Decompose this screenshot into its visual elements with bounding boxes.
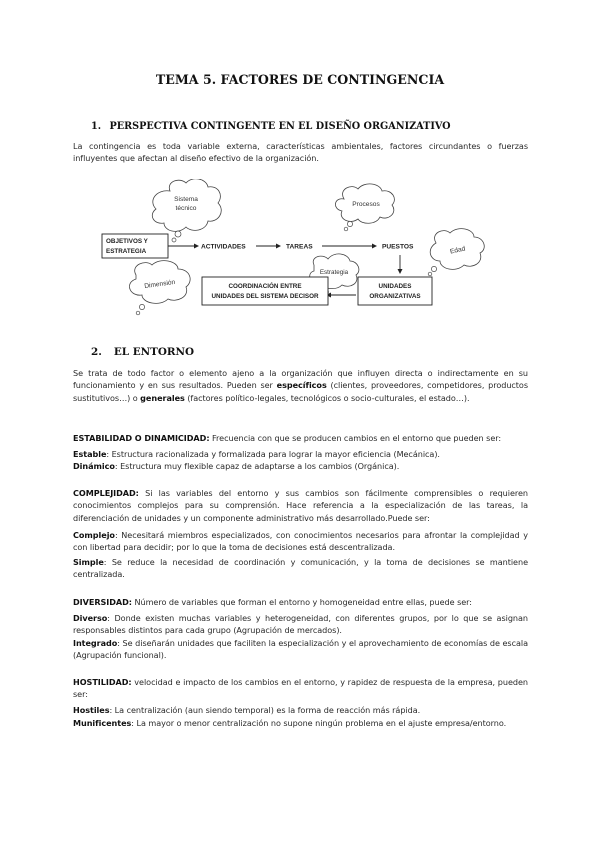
cloud-procesos-text: Procesos <box>352 201 380 208</box>
dinamico-def: : Estructura muy flexible capaz de adaptarse a los cambios (Orgánica). <box>114 461 400 471</box>
simple-def: : Se reduce la necesidad de coordinación y comunicación, y la toma de decisiones se mantiene centralizada. <box>73 557 528 580</box>
entorno-bold-generales: generales <box>140 392 185 403</box>
estable-item <box>73 448 528 460</box>
entorno-text-3: (factores político-legales, tecnológicos o socio-culturales, el estado…). <box>184 392 470 403</box>
cloud-edad <box>428 229 484 276</box>
label-tareas: TAREAS <box>286 243 313 251</box>
box-unidades <box>358 277 432 305</box>
section-1-paragraph: La contingencia es toda variable externa, características ambientales, factores circundantes o fuerzas influyentes que afectan al diseño efectivo de la organización. <box>73 141 528 164</box>
label-puestos: PUESTOS <box>382 243 414 251</box>
complejidad-definition <box>73 487 528 524</box>
munificentes-def: : La mayor o menor centralización no supone ningún problema en el ajuste empresa/entorno. <box>131 718 507 728</box>
diversidad-definition <box>73 596 528 608</box>
diverso-def: : Donde existen muchas variables y heterogeneidad, con diferentes grupos, por lo que se asignan responsables distintos para cada grupo (Agrupación de mercados). <box>73 613 528 636</box>
complejo-item <box>73 529 528 554</box>
complejo-def: : Necesitará miembros especializados, con conocimientos necesarios para afrontar la complejidad y con libertad para decidir; por lo que la toma de decisiones está descentralizada. <box>73 530 528 553</box>
box-objetivos-text-2: ESTRATEGIA <box>106 248 147 255</box>
box-coordinacion-text-2: UNIDADES DEL SISTEMA DECISOR <box>211 293 319 300</box>
estabilidad-definition <box>73 432 528 444</box>
hostiles-def: : La centralización (aun siendo temporal) es la forma de reacción más rápida. <box>109 705 421 715</box>
entorno-paragraph <box>73 367 528 404</box>
hostilidad-term: HOSTILIDAD: <box>73 677 132 687</box>
estabilidad-term: ESTABILIDAD O DINAMICIDAD: <box>73 433 210 443</box>
complejidad-def: Si las variables del entorno y sus cambios son fácilmente comprensibles o requieren conocimientos complejos para su comprensión. Hace referencia a la especialización de las tareas, la diferenciación de unidades y un componente administrativo más desarrollado.Puede ser: <box>73 488 528 523</box>
cloud-sistema-tecnico <box>152 179 221 242</box>
section-1-title: PERSPECTIVA CONTINGENTE EN EL DISEÑO ORGANIZATIVO <box>109 120 451 132</box>
munificentes-item <box>73 717 528 729</box>
box-objetivos <box>102 234 168 258</box>
entorno-text-2: (clientes, proveedores, competidores, productos sustitutivos…) o <box>73 380 528 403</box>
entorno-bold-especificos: específicos <box>276 380 327 391</box>
cloud-sistema-text-2: técnico <box>175 205 197 212</box>
box-unidades-text-2: ORGANIZATIVAS <box>369 293 421 300</box>
cloud-dimension-text: Dimensión <box>143 278 176 291</box>
complejo-term: Complejo <box>73 530 115 540</box>
integrado-item <box>73 637 528 662</box>
hostilidad-definition <box>73 676 528 701</box>
simple-item <box>73 556 528 581</box>
entorno-text-1: Se trata de todo factor o elemento ajeno a la organización que influyen directa o indirectamente en su funcionamiento y en sus resultados. Pueden ser <box>73 368 528 391</box>
cloud-procesos <box>335 184 394 231</box>
diverso-item <box>73 612 528 637</box>
box-objetivos-text-1: OBJETIVOS Y <box>106 238 148 245</box>
hostiles-item <box>73 704 528 716</box>
diversidad-def: Número de variables que forman el entorno y homogeneidad entre ellas, puede ser: <box>131 597 472 607</box>
diverso-term: Diverso <box>73 613 108 623</box>
section-1-heading <box>91 120 451 132</box>
munificentes-term: Munificentes <box>73 718 132 728</box>
box-coordinacion <box>202 277 328 305</box>
complejidad-term: COMPLEJIDAD: <box>73 488 139 498</box>
cloud-estrategia-text: Estrategia <box>319 269 349 276</box>
diversidad-term: DIVERSIDAD: <box>73 597 132 607</box>
estable-def: : Estructura racionalizada y formalizada para lograr la mayor eficiencia (Mecánica). <box>106 449 440 459</box>
hostiles-term: Hostiles <box>73 705 110 715</box>
section-2-title: EL ENTORNO <box>113 346 195 358</box>
section-2-number: 2. <box>91 346 102 358</box>
section-1-number: 1. <box>91 120 102 132</box>
hostilidad-def: velocidad e impacto de los cambios en el entorno, y rapidez de respuesta de la empresa, pueden ser: <box>73 677 528 700</box>
estabilidad-def: Frecuencia con que se producen cambios en el entorno que pueden ser: <box>209 433 502 443</box>
cloud-sistema-text-1: Sistema <box>174 196 198 203</box>
cloud-edad-text: Edad <box>449 245 466 256</box>
integrado-def: : Se diseñarán unidades que faciliten la especialización y el aprovechamiento de economías de escala (Agrupación funcional). <box>73 638 528 661</box>
contingency-diagram <box>100 179 540 329</box>
cloud-dimension <box>129 261 190 315</box>
dinamico-item <box>73 460 528 472</box>
box-coordinacion-text-1: COORDINACIÓN ENTRE <box>228 283 302 290</box>
estable-term: Estable <box>73 449 107 459</box>
section-2-heading <box>91 346 194 358</box>
label-actividades: ACTIVIDADES <box>201 243 246 251</box>
page-title: TEMA 5. FACTORES DE CONTINGENCIA <box>155 72 445 87</box>
simple-term: Simple <box>73 557 104 567</box>
integrado-term: Integrado <box>73 638 118 648</box>
box-unidades-text-1: UNIDADES <box>378 283 412 290</box>
dinamico-term: Dinámico <box>73 461 115 471</box>
